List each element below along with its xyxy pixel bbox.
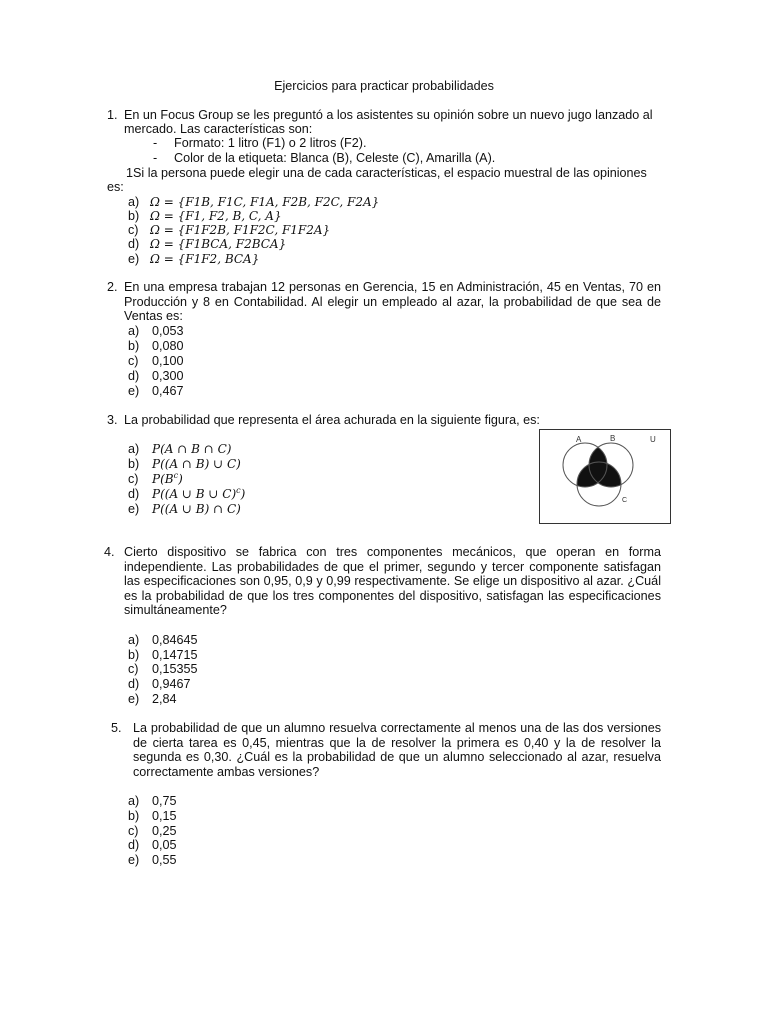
bullet-dash: - [153,151,158,165]
question-text: 1Si la persona puede elegir una de cada características, el espacio muestral de las opiniones [126,166,647,180]
label-b: B [610,434,616,443]
option-text: 0,15 [152,809,177,823]
label-a: A [576,435,582,444]
option-label: d) [128,487,140,501]
option-text: P((A ∩ B) ∪ C) [152,457,241,471]
question-text: es: [107,180,124,194]
option-text: Ω = {F1F2, BCA} [150,252,260,266]
label-u: U [650,435,656,444]
option-label: b) [128,457,140,471]
option-text: 0,25 [152,824,177,838]
option-label: e) [128,853,140,867]
option-text: 0,05 [152,838,177,852]
question-text: En un Focus Group se les preguntó a los asistentes su opinión sobre un nuevo jugo lanzado al [124,108,653,122]
option-text: Ω = {F1F2B, F1F2C, F1F2A} [150,223,331,237]
option-label: b) [128,209,140,223]
bullet-dash: - [153,136,158,150]
option-label: a) [128,195,140,209]
option-label: c) [128,662,139,676]
option-text: 0,053 [152,324,184,338]
option-text: 0,467 [152,384,184,398]
option-label: e) [128,384,140,398]
option-label: d) [128,237,140,251]
question-number: 3. [107,413,118,427]
option-label: a) [128,794,140,808]
option-label: e) [128,692,140,706]
option-text: 2,84 [152,692,177,706]
page-title: Ejercicios para practicar probabilidades [274,79,494,93]
label-c: C [622,497,628,504]
option-label: a) [128,324,140,338]
option-text: 0,080 [152,339,184,353]
option-label: e) [128,502,140,516]
question-text: mercado. Las características son: [124,122,313,136]
venn-diagram [539,429,671,524]
option-text: 0,100 [152,354,184,368]
option-text: P((A ∪ B ∪ C)$^c$) [152,486,246,501]
option-label: d) [128,677,140,691]
option-label: c) [128,824,139,838]
option-label: d) [128,838,140,852]
question-number: 4. [104,545,115,559]
question-text: Cierto dispositivo se fabrica con tres componentes mecánicos, que operan en forma independiente. Las probabilidades de que el primer, segundo y tercer componente satisfagan las especificaciones son 0,95, 0,9 y 0,99 respectivamente. Se elige un dispositivo al azar. ¿Cuál es la probabilidad de que los tres componentes del dispositivo, satisfagan las especificaciones simultáneamente? [124,545,661,618]
option-label: a) [128,442,140,456]
question-number: 5. [111,721,122,735]
option-text: $P(B^c)$ [152,471,183,486]
question-number: 1. [107,108,118,122]
question-text: La probabilidad de que un alumno resuelva correctamente al menos una de las dos versiones de cierta tarea es 0,45, mientras que la de resolver la primera es 0,40 y la de resolver la segunda es 0,30. ¿Cuál es la probabilidad de que un alumno seleccionado al azar, resuelva correctamente ambas versiones? [133,721,661,779]
option-text: P(A ∩ B ∩ C) [152,442,232,456]
option-text: 0,75 [152,794,177,808]
option-text: Ω = {F1, F2, B, C, A} [150,209,282,223]
option-label: b) [128,809,140,823]
option-text: 0,15355 [152,662,198,676]
question-number: 2. [107,280,118,294]
option-label: b) [128,339,140,353]
option-label: c) [128,354,139,368]
option-label: c) [128,472,139,486]
option-text: P((A ∪ B) ∩ C) [152,502,241,516]
option-label: b) [128,648,140,662]
question-text: En una empresa trabajan 12 personas en Gerencia, 15 en Administración, 45 en Ventas, 70 en Producción y 8 en Contabilidad. Al elegir un empleado al azar, la probabilidad de que sea de Ventas es: [124,280,661,324]
option-text: 0,14715 [152,648,198,662]
question-text: La probabilidad que representa el área achurada en la siguiente figura, es: [124,413,540,427]
option-text: 0,9467 [152,677,191,691]
option-label: c) [128,223,139,237]
bullet-item: Formato: 1 litro (F1) o 2 litros (F2). [174,136,367,150]
option-text: 0,300 [152,369,184,383]
option-text: 0,55 [152,853,177,867]
option-text: Ω = {F1BCA, F2BCA} [150,237,287,251]
option-text: 0,84645 [152,633,198,647]
option-label: d) [128,369,140,383]
option-label: a) [128,633,140,647]
option-text: Ω = {F1B, F1C, F1A, F2B, F2C, F2A} [150,195,380,209]
option-label: e) [128,252,140,266]
bullet-item: Color de la etiqueta: Blanca (B), Celeste (C), Amarilla (A). [174,151,496,165]
